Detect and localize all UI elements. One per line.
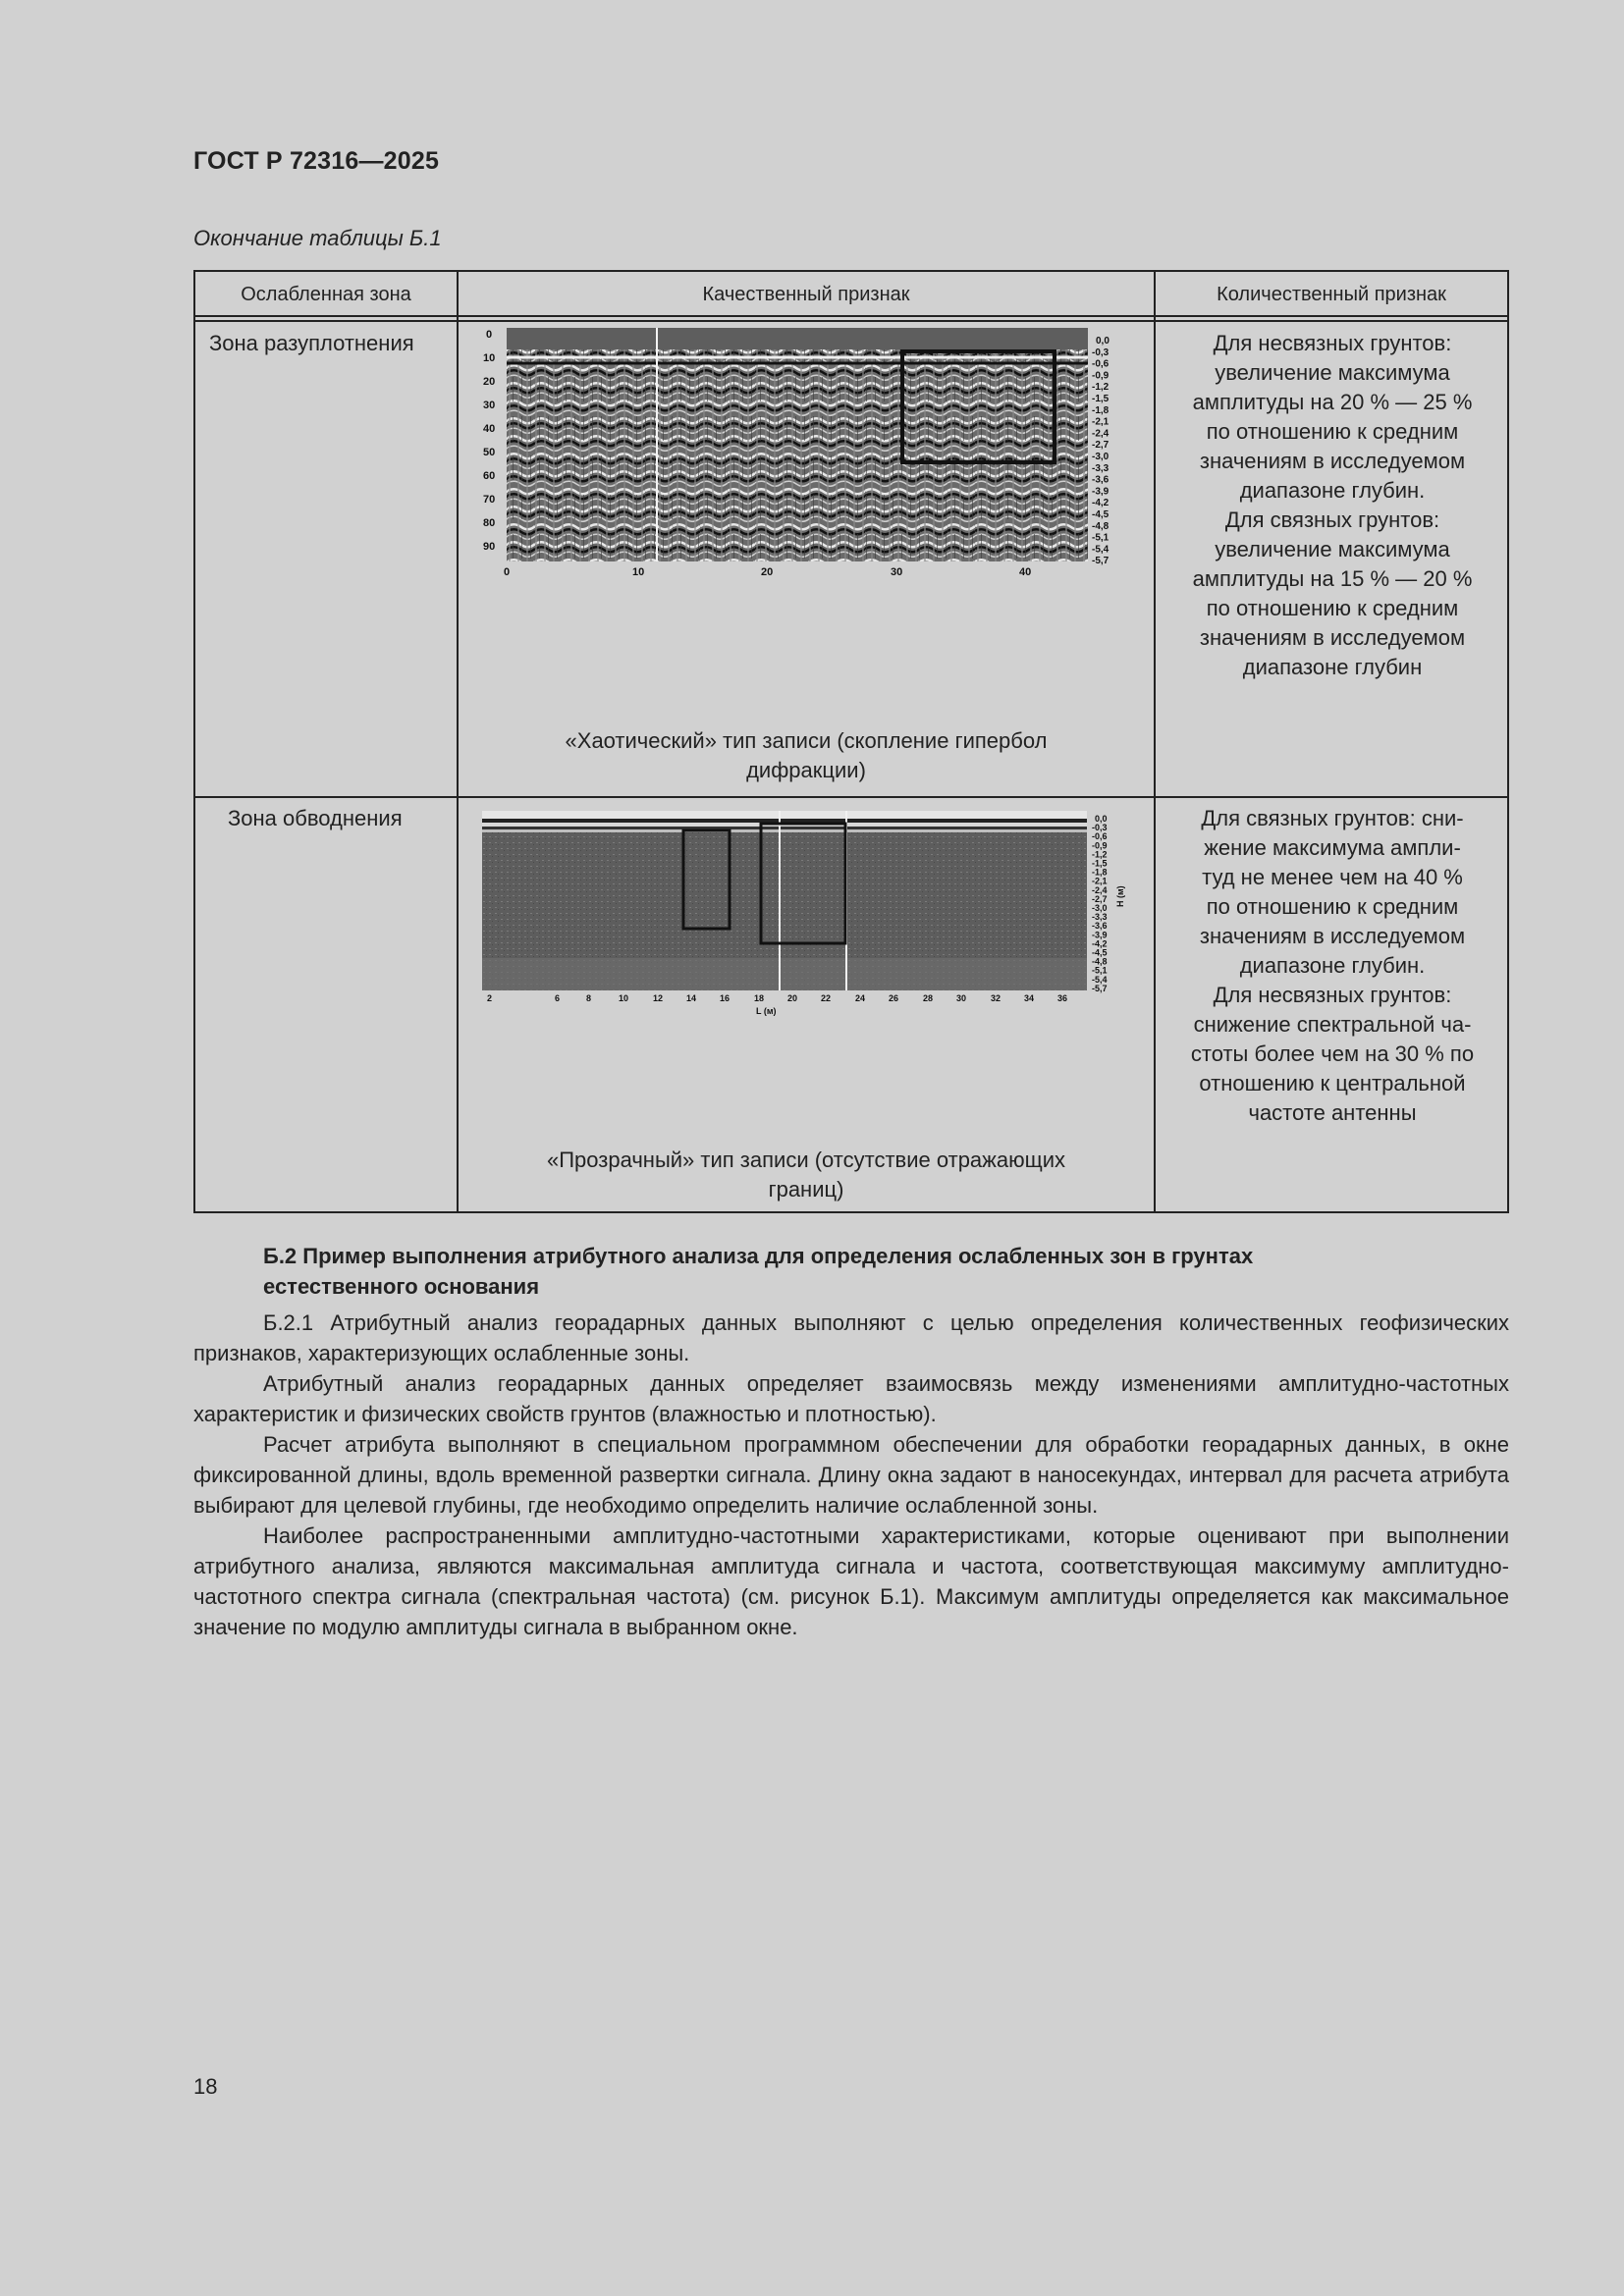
criteria-line: Для несвязных грунтов:	[1213, 983, 1452, 1007]
axis-tick: 22	[821, 993, 832, 1003]
criteria-line: по отношению к средним	[1206, 894, 1459, 919]
axis-tick: 34	[1024, 993, 1035, 1003]
figure-caption-chaotic	[459, 726, 1154, 785]
criteria-line: стоты более чем на 30 % по	[1190, 1041, 1475, 1066]
axis-tick: 50	[483, 447, 496, 458]
criteria-line: туд не менее чем на 40 %	[1202, 865, 1463, 889]
axis-tick: 32	[991, 993, 1001, 1003]
axis-tick: 80	[483, 517, 496, 529]
axis-tick: 14	[686, 993, 697, 1003]
axis-tick: -5,1	[1092, 965, 1108, 976]
axis-tick: 26	[889, 993, 899, 1003]
axis-tick: 30	[483, 400, 496, 411]
axis-tick: 0	[486, 329, 493, 341]
axis-tick: -5,7	[1092, 983, 1108, 993]
axis-tick: 20	[761, 566, 774, 578]
axis-tick: -3,3	[1092, 912, 1108, 923]
row-divider	[195, 796, 1507, 798]
right-axis-ticks	[1092, 814, 1108, 993]
axis-tick: 20	[483, 376, 496, 388]
axis-tick: 90	[483, 541, 496, 553]
axis-tick: 16	[720, 993, 731, 1003]
criteria-line: снижение спектральной ча-	[1193, 1012, 1472, 1037]
radargram-transparent	[482, 811, 1150, 1022]
axis-label: H (м)	[1115, 885, 1125, 907]
axis-tick: -0,9	[1092, 840, 1108, 851]
criteria-line: амплитуды на 20 % — 25 %	[1192, 390, 1473, 414]
axis-tick: -4,8	[1092, 520, 1110, 532]
section-body	[193, 1308, 1509, 1642]
quantitative-criteria-decompaction	[1158, 329, 1507, 682]
axis-tick: 6	[555, 993, 561, 1003]
caption-line: дифракции)	[746, 758, 866, 782]
axis-tick: -2,1	[1092, 416, 1110, 428]
criteria-line: Для несвязных грунтов:	[1213, 331, 1452, 355]
criteria-line: диапазоне глубин	[1242, 655, 1423, 679]
axis-tick: -0,9	[1092, 370, 1110, 382]
axis-tick: -5,7	[1092, 556, 1110, 567]
axis-tick: -1,5	[1092, 858, 1108, 869]
axis-tick: -0,6	[1092, 358, 1110, 370]
axis-tick: -3,9	[1092, 930, 1108, 940]
axis-tick: 70	[483, 494, 496, 506]
axis-tick: 10	[483, 352, 496, 364]
axis-tick: -2,7	[1092, 440, 1110, 452]
axis-tick: -1,8	[1092, 867, 1108, 878]
criteria-line: отношению к центральной	[1199, 1071, 1466, 1095]
axis-tick: 28	[923, 993, 934, 1003]
axis-tick: 0	[504, 566, 511, 578]
axis-tick: 24	[855, 993, 866, 1003]
axis-tick: -4,2	[1092, 938, 1108, 949]
axis-tick: -3,9	[1092, 486, 1110, 498]
axis-tick: -1,8	[1092, 404, 1110, 416]
table-caption: Окончание таблицы Б.1	[193, 226, 442, 250]
axis-tick: 60	[483, 470, 496, 482]
criteria-line: по отношению к средним	[1206, 596, 1459, 620]
column-header-quantitative: Количественный признак	[1217, 283, 1446, 305]
axis-tick: 40	[483, 423, 496, 435]
axis-tick: 2	[487, 993, 493, 1003]
axis-tick: -3,0	[1092, 452, 1110, 462]
axis-tick: -0,3	[1092, 347, 1110, 358]
document-code: ГОСТ Р 72316—2025	[193, 147, 440, 175]
zone-label-decompaction: Зона разуплотнения	[209, 331, 414, 355]
axis-tick: 8	[586, 993, 592, 1003]
section-title-line: естественного основания	[263, 1274, 540, 1299]
criteria-line: Для связных грунтов: сни-	[1201, 806, 1464, 830]
axis-tick: -3,3	[1092, 462, 1110, 474]
criteria-line: жение максимума ампли-	[1204, 835, 1461, 860]
axis-tick: -4,2	[1092, 498, 1110, 509]
criteria-line: частоте антенны	[1248, 1100, 1417, 1125]
axis-tick: -1,5	[1092, 394, 1110, 404]
section-title-line: Б.2 Пример выполнения атрибутного анализа для определения ослабленных зон в грунтах	[263, 1244, 1254, 1268]
paragraph: Атрибутный анализ георадарных данных определяет взаимосвязь между изменениями амплитудно-частотных характеристик и физических свойств грунтов (влажностью и плотностью).	[193, 1371, 1509, 1426]
table-b1	[193, 270, 1509, 1213]
axis-tick: -0,6	[1092, 831, 1108, 842]
criteria-line: значениям в исследуемом	[1199, 449, 1466, 473]
criteria-line: значениям в исследуемом	[1199, 625, 1466, 650]
axis-tick: 10	[632, 566, 645, 578]
axis-tick: -2,1	[1092, 876, 1108, 886]
column-header-qualitative: Качественный признак	[702, 283, 910, 305]
axis-tick: 30	[956, 993, 967, 1003]
criteria-line: увеличение максимума	[1215, 360, 1450, 385]
axis-tick: 0,0	[1095, 814, 1108, 824]
paragraph: Б.2.1 Атрибутный анализ георадарных данных выполняют с целью определения количественных геофизических признаков, характеризующих ослабленные зоны.	[193, 1310, 1509, 1365]
axis-tick: -5,1	[1092, 532, 1110, 544]
axis-tick: -4,8	[1092, 956, 1108, 967]
left-axis-ticks	[483, 329, 495, 553]
radargram-chaotic	[480, 328, 1148, 578]
column-header-zone: Ослабленная зона	[241, 283, 411, 305]
axis-tick: -4,5	[1092, 509, 1110, 520]
caption-line: «Прозрачный» тип записи (отсутствие отражающих	[547, 1148, 1065, 1172]
axis-tick: 0,0	[1096, 336, 1110, 347]
criteria-line: диапазоне глубин.	[1239, 953, 1426, 978]
criteria-line: увеличение максимума	[1215, 537, 1450, 561]
axis-tick: -5,4	[1092, 544, 1110, 556]
caption-line: «Хаотический» тип записи (скопление гипербол	[565, 728, 1048, 753]
criteria-line: амплитуды на 15 % — 20 %	[1192, 566, 1473, 591]
axis-tick: 18	[754, 993, 765, 1003]
criteria-line: по отношению к средним	[1206, 419, 1459, 444]
criteria-line: диапазоне глубин.	[1239, 478, 1426, 503]
axis-tick: -2,4	[1092, 428, 1110, 440]
axis-tick: 12	[653, 993, 664, 1003]
axis-tick: 36	[1057, 993, 1068, 1003]
axis-tick: -3,6	[1092, 474, 1110, 486]
section-title	[263, 1241, 1510, 1302]
axis-tick: -2,7	[1092, 893, 1108, 904]
criteria-line: значениям в исследуемом	[1199, 924, 1466, 948]
bottom-axis-ticks	[504, 566, 1031, 578]
bottom-axis-ticks	[487, 993, 1067, 1003]
page-number: 18	[193, 2074, 218, 2099]
column-divider	[1154, 272, 1156, 1211]
axis-tick: -3,6	[1092, 921, 1108, 932]
axis-tick: -1,2	[1092, 382, 1110, 394]
caption-line: границ)	[768, 1177, 844, 1201]
axis-tick: 20	[787, 993, 798, 1003]
right-axis-ticks	[1092, 336, 1110, 566]
axis-label: L (м)	[756, 1006, 777, 1016]
axis-tick: 40	[1019, 566, 1032, 578]
axis-tick: 30	[891, 566, 903, 578]
paragraph: Расчет атрибута выполняют в специальном программном обеспечении для обработки георадарных данных, в окне фиксированной длины, вдоль временной развертки сигнала. Длину окна задают в наносекундах, интервал для расчета атрибута выбирают для целевой глубины, где необходимо определить наличие ослабленной зоны.	[193, 1432, 1509, 1518]
axis-tick: -4,5	[1092, 947, 1108, 958]
axis-tick: -5,4	[1092, 974, 1108, 985]
quantitative-criteria-waterlogging	[1158, 804, 1507, 1128]
axis-tick: -2,4	[1092, 884, 1108, 895]
paragraph: Наиболее распространенными амплитудно-частотными характеристиками, которые оценивают при выполнении атрибутного анализа, являются максимальная амплитуда сигнала и частота, соответствующая максимуму амплитудно-частотного спектра сигнала (спектральная частота) (см. рисунок Б.1). Максимум амплитуды определяется как максимальное значение по модулю амплитуды сигнала в выбранном окне.	[193, 1523, 1509, 1639]
header-rule	[195, 320, 1507, 322]
zone-label-waterlogging: Зона обводнения	[228, 806, 403, 830]
criteria-line: Для связных грунтов:	[1224, 507, 1440, 532]
axis-tick: -0,3	[1092, 823, 1108, 833]
axis-tick: 10	[619, 993, 629, 1003]
figure-caption-transparent	[459, 1146, 1154, 1204]
axis-tick: -1,2	[1092, 849, 1108, 860]
axis-tick: -3,0	[1092, 903, 1108, 913]
